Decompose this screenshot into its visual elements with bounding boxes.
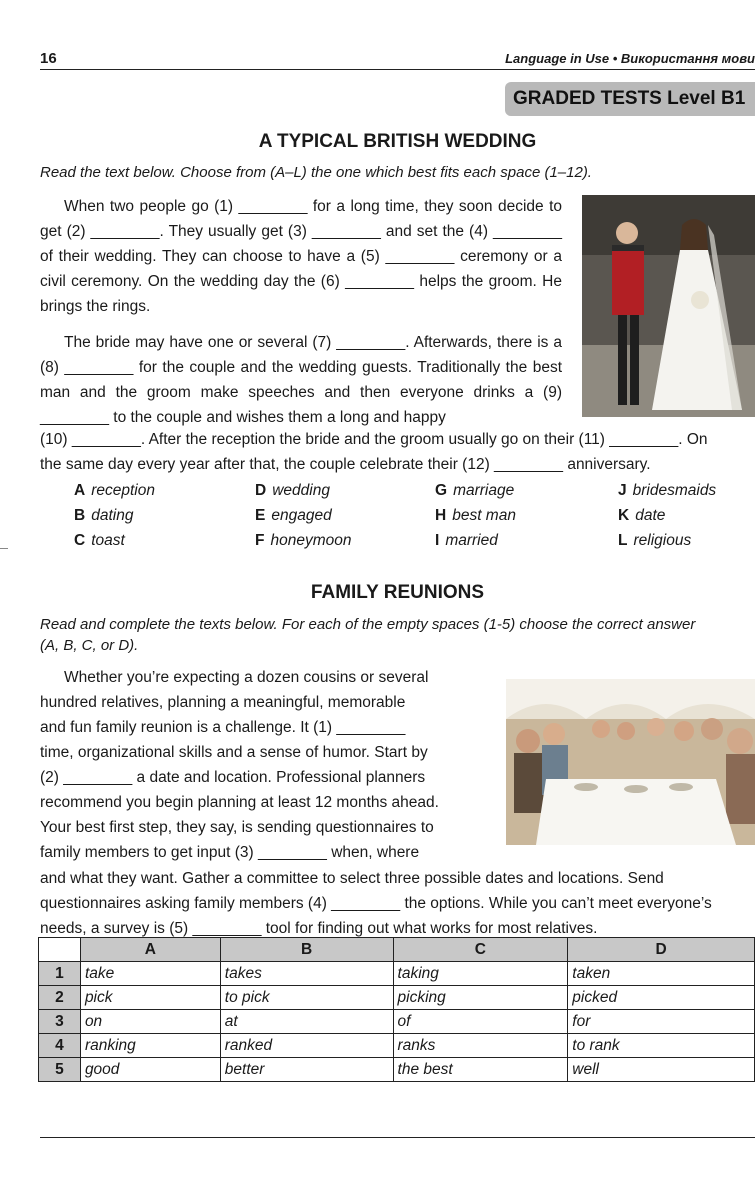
reunion-line: and fun family reunion is a challenge. It (1) ________ xyxy=(40,719,406,736)
section-instruction-reunions-2: (A, B, C, or D). xyxy=(40,637,139,654)
reunion-line-full: questionnaires asking family members (4) ________ the options. While you can’t meet everyone’s xyxy=(40,895,712,912)
table-header-C: C xyxy=(393,938,568,962)
option-letter: F xyxy=(255,532,265,549)
wedding-photo xyxy=(582,195,755,417)
table-cell: picking xyxy=(393,986,568,1010)
family-reunion-photo-illustration xyxy=(506,679,755,845)
option-letter: I xyxy=(435,532,440,549)
table-cell: ranks xyxy=(393,1034,568,1058)
option-H xyxy=(435,507,516,525)
table-cell: good xyxy=(80,1058,220,1082)
option-letter: L xyxy=(618,532,628,549)
row-number: 2 xyxy=(39,986,81,1010)
option-letter: B xyxy=(74,507,86,524)
wedding-photo-illustration xyxy=(582,195,755,417)
margin-mark xyxy=(0,548,8,549)
option-letter: A xyxy=(74,482,86,499)
reunion-line-full: and what they want. Gather a committee to select three possible dates and locations. Send xyxy=(40,870,664,887)
option-J xyxy=(618,482,716,500)
reunion-line: hundred relatives, planning a meaningful, memorable xyxy=(40,694,406,711)
reunion-line: family members to get input (3) ________ when, where xyxy=(40,844,420,861)
table-cell: taken xyxy=(568,962,755,986)
option-I xyxy=(435,532,498,550)
row-number: 4 xyxy=(39,1034,81,1058)
reunion-line: recommend you begin planning at least 12 months ahead. xyxy=(40,794,439,811)
table-row xyxy=(39,1010,755,1034)
table-cell: takes xyxy=(220,962,393,986)
table-cell: the best xyxy=(393,1058,568,1082)
option-letter: E xyxy=(255,507,266,524)
page-number: 16 xyxy=(40,50,57,67)
reunion-line: Whether you’re expecting a dozen cousins or several xyxy=(64,669,429,686)
table-header-B: B xyxy=(220,938,393,962)
option-L xyxy=(618,532,691,550)
table-header-A: A xyxy=(80,938,220,962)
reunion-line: Your best first step, they say, is sending questionnaires to xyxy=(40,819,434,836)
running-head: Language in Use • Використання мови xyxy=(505,51,755,66)
wedding-line-10: (10) ________. After the reception the bride and the groom usually go on their (11) ________. On xyxy=(40,431,708,448)
wedding-line-11: the same day every year after that, the couple celebrate their (12) ________ anniversary. xyxy=(40,456,651,473)
reunion-line-full: needs, a survey is (5) ________ tool for finding out what works for most relatives. xyxy=(40,920,598,937)
option-K xyxy=(618,507,665,525)
option-word: reception xyxy=(91,482,155,499)
option-B xyxy=(74,507,133,525)
option-letter: J xyxy=(618,482,627,499)
option-word: engaged xyxy=(271,507,332,524)
option-letter: D xyxy=(255,482,267,499)
table-cell: picked xyxy=(568,986,755,1010)
option-word: date xyxy=(635,507,666,524)
table-cell: to pick xyxy=(220,986,393,1010)
option-G xyxy=(435,482,514,500)
option-word: best man xyxy=(452,507,516,524)
graded-tests-badge: GRADED TESTS Level B1 xyxy=(505,82,755,116)
table-cell: on xyxy=(80,1010,220,1034)
option-word: wedding xyxy=(272,482,330,499)
table-cell: ranking xyxy=(80,1034,220,1058)
table-row xyxy=(39,986,755,1010)
table-header-row xyxy=(39,938,755,962)
option-word: dating xyxy=(91,507,134,524)
section-title-wedding: A TYPICAL BRITISH WEDDING xyxy=(258,131,537,152)
reunion-line: time, organizational skills and a sense of humor. Start by xyxy=(40,744,428,761)
table-cell: of xyxy=(393,1010,568,1034)
option-word: toast xyxy=(91,532,125,549)
option-A xyxy=(74,482,155,500)
table-cell: take xyxy=(80,962,220,986)
option-letter: H xyxy=(435,507,447,524)
wedding-paragraph-2: The bride may have one or several (7) ________. Afterwards, there is a (8) ________ for the couple and the wedding guests. Traditionally the best man and the groom make speeches and then everyone drinks a (9) ________ to the couple and wishes them a long and happy xyxy=(40,334,562,426)
section-instruction-reunions: Read and complete the texts below. For each of the empty spaces (1-5) choose the correct answer xyxy=(40,616,696,633)
table-header-D: D xyxy=(568,938,755,962)
option-word: religious xyxy=(633,532,692,549)
table-corner xyxy=(39,938,81,962)
table-cell: to rank xyxy=(568,1034,755,1058)
footer-rule xyxy=(40,1137,755,1138)
option-F xyxy=(255,532,351,550)
header-rule xyxy=(40,69,755,70)
reunion-line: (2) ________ a date and location. Professional planners xyxy=(40,769,426,786)
option-word: marriage xyxy=(453,482,515,499)
option-E xyxy=(255,507,332,525)
row-number: 5 xyxy=(39,1058,81,1082)
wedding-paragraph-1: When two people go (1) ________ for a long time, they soon decide to get (2) ________. They usually get (3) ________ and set the (4) ________ of their wedding. They can choose to have a (5) ________ ceremony or a civil ceremony. On the wedding day the (6) ________ helps the groom. He brings the rings. xyxy=(40,198,562,315)
row-number: 3 xyxy=(39,1010,81,1034)
section-title-reunions: FAMILY REUNIONS xyxy=(310,582,485,603)
table-cell: pick xyxy=(80,986,220,1010)
row-number: 1 xyxy=(39,962,81,986)
option-letter: C xyxy=(74,532,86,549)
table-cell: ranked xyxy=(220,1034,393,1058)
answer-options-table xyxy=(38,937,755,1082)
section-instruction-wedding: Read the text below. Choose from (A–L) the one which best fits each space (1–12). xyxy=(40,164,592,181)
option-D xyxy=(255,482,330,500)
option-word: bridesmaids xyxy=(632,482,717,499)
option-C xyxy=(74,532,125,550)
table-row xyxy=(39,1058,755,1082)
option-word: married xyxy=(445,532,498,549)
option-letter: G xyxy=(435,482,448,499)
table-row xyxy=(39,962,755,986)
table-cell: at xyxy=(220,1010,393,1034)
table-cell: for xyxy=(568,1010,755,1034)
family-reunion-photo xyxy=(506,679,755,845)
table-row xyxy=(39,1034,755,1058)
table-cell: taking xyxy=(393,962,568,986)
option-word: honeymoon xyxy=(270,532,352,549)
option-letter: K xyxy=(618,507,630,524)
table-cell: well xyxy=(568,1058,755,1082)
table-cell: better xyxy=(220,1058,393,1082)
